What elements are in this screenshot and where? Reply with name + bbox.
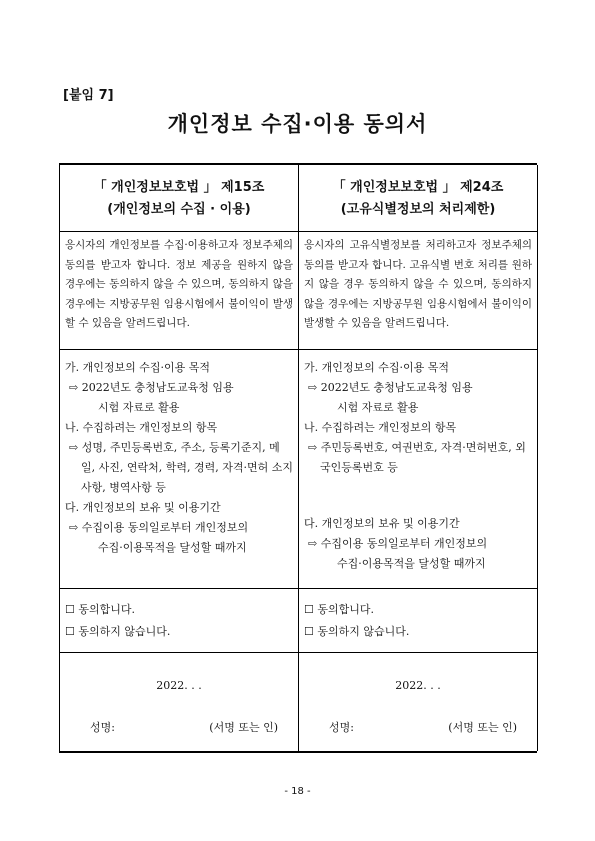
- disagree-checkbox[interactable]: ☐ 동의하지 않습니다.: [65, 625, 171, 638]
- name-label: 성명:: [90, 721, 115, 734]
- law-title: 「 개인정보보호법 」 제24조: [332, 180, 504, 195]
- section-period-item-cont: 수집·이용목적을 달성할 때까지: [98, 541, 247, 554]
- law-subtitle: (고유식별정보의 처리제한): [340, 202, 496, 217]
- document-title: 개인정보 수집·이용 동의서: [167, 112, 428, 136]
- signature-field[interactable]: (서명 또는 인): [448, 721, 517, 734]
- law-subtitle: (개인정보의 수집 · 이용): [107, 202, 251, 217]
- disagree-checkbox[interactable]: ☐ 동의하지 않습니다.: [304, 625, 410, 638]
- intro-text: 응시자의 고유식별정보를 처리하고자 정보주체의 동의를 받고자 합니다. 고유식별 번호 처리를 원하지 않을 경우 동의하지 않을 수 있으며, 동의하지 않을 경우에는 지방공무원 임용시험에서 불이익이 발생할 수 있음을 알려드립니다.: [299, 231, 537, 354]
- section-purpose-item-cont: 시험 자료로 활용: [98, 401, 180, 414]
- section-period-item: ⇨ 수집이용 동의일로부터 개인정보의: [308, 537, 488, 550]
- sign-date: 2022. . .: [395, 679, 441, 692]
- purpose-section: [60, 349, 298, 597]
- agree-checkbox[interactable]: ☐ 동의합니다.: [65, 603, 135, 616]
- consent-form: [59, 163, 537, 753]
- section-period-item-cont: 수집·이용목적을 달성할 때까지: [337, 557, 486, 570]
- page-number: - 18 -: [284, 786, 311, 797]
- section-items-heading: 나. 수집하려는 개인정보의 항목: [304, 421, 457, 434]
- signature-area: [60, 652, 298, 751]
- section-items-list: ⇨ 주민등록번호, 여권번호, 자격·면허번호, 외국인등록번호 등: [308, 441, 526, 474]
- section-period-heading: 다. 개인정보의 보유 및 이용기간: [304, 517, 460, 530]
- column-header: [299, 165, 537, 231]
- section-items-heading: 나. 수집하려는 개인정보의 항목: [65, 421, 218, 434]
- purpose-section: [299, 349, 537, 597]
- signature-area: [299, 652, 537, 751]
- column-header: [60, 165, 298, 231]
- annex-label: [붙임 7]: [63, 88, 114, 103]
- sign-date: 2022. . .: [156, 679, 202, 692]
- section-period-heading: 다. 개인정보의 보유 및 이용기간: [65, 501, 221, 514]
- section-purpose-item-cont: 시험 자료로 활용: [337, 401, 419, 414]
- agree-checkbox[interactable]: ☐ 동의합니다.: [304, 603, 374, 616]
- section-items-list: ⇨ 성명, 주민등록번호, 주소, 등록기준지, 메일, 사진, 연락처, 학력, 경력, 자격·면허 소지사항, 병역사항 등: [69, 441, 293, 494]
- section-purpose-item: ⇨ 2022년도 충청남도교육청 임용: [69, 381, 234, 394]
- section-purpose-heading: 가. 개인정보의 수집·이용 목적: [65, 361, 210, 374]
- intro-text: 응시자의 개인정보를 수집·이용하고자 정보주체의 동의를 받고자 합니다. 정보 제공을 원하지 않을 경우에는 동의하지 않을 수 있으며, 동의하지 않을 경우에는 지방공무원 임용시험에서 불이익이 발생할 수 있음을 알려드립니다.: [60, 231, 298, 354]
- section-period-item: ⇨ 수집이용 동의일로부터 개인정보의: [69, 521, 249, 534]
- law-title: 「 개인정보보호법 」 제15조: [93, 180, 265, 195]
- consent-column-art15: [59, 165, 299, 751]
- signature-field[interactable]: (서명 또는 인): [209, 721, 278, 734]
- name-label: 성명:: [329, 721, 354, 734]
- section-purpose-item: ⇨ 2022년도 충청남도교육청 임용: [308, 381, 473, 394]
- section-purpose-heading: 가. 개인정보의 수집·이용 목적: [304, 361, 449, 374]
- consent-column-art24: [298, 165, 538, 751]
